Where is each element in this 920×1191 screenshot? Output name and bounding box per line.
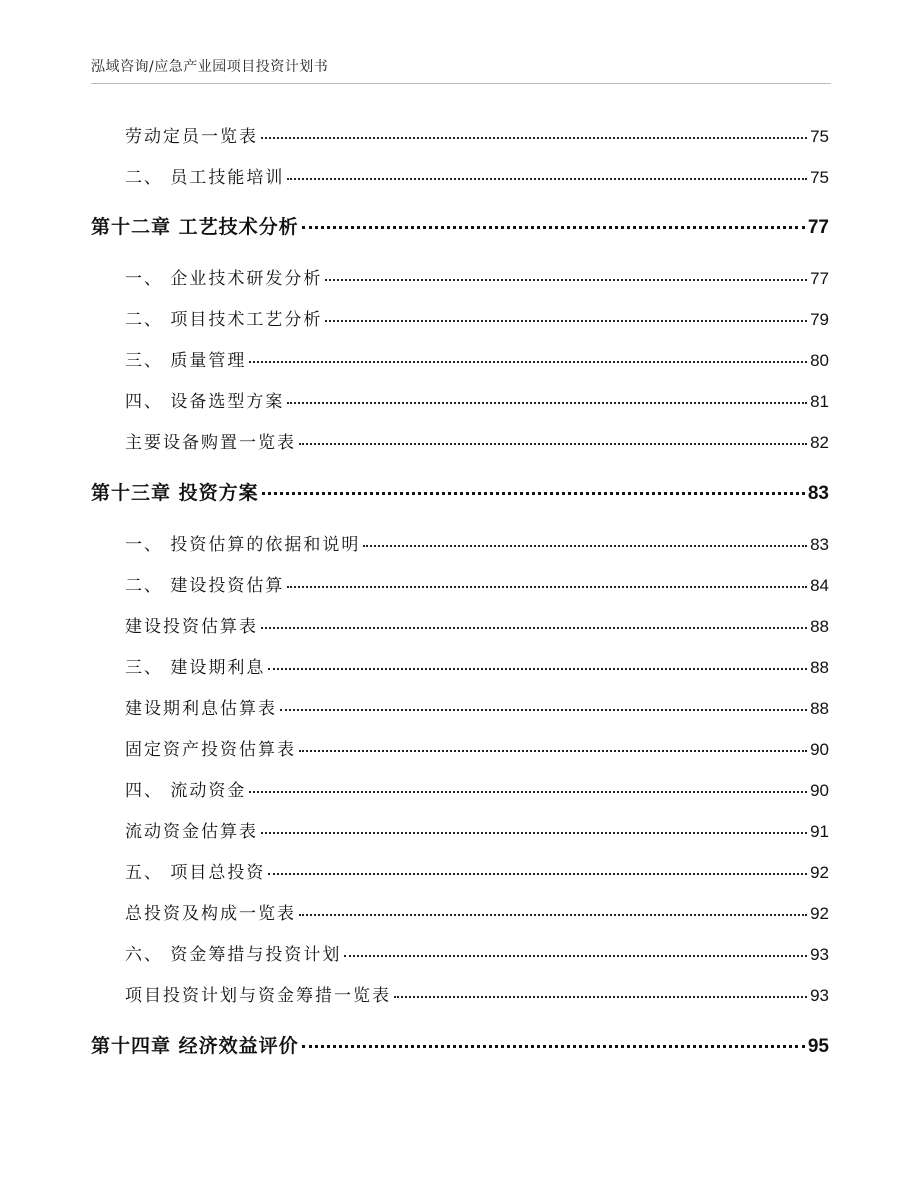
toc-entry-label: 五、 项目总投资 xyxy=(125,863,266,883)
toc-entry-label: 建设投资估算表 xyxy=(125,617,258,637)
toc-entry[interactable] xyxy=(125,305,829,333)
toc-dot-leader xyxy=(299,750,807,752)
toc-page-number: 81 xyxy=(810,392,829,411)
toc-entry-label: 流动资金估算表 xyxy=(125,822,258,842)
toc-chapter-entry[interactable] xyxy=(91,1031,829,1059)
toc-entry-label: 四、 设备选型方案 xyxy=(125,392,285,412)
toc-dot-leader xyxy=(249,361,807,363)
toc-entry[interactable] xyxy=(125,899,829,927)
toc-entry-label: 六、 资金筹措与投资计划 xyxy=(125,945,342,965)
toc-entry-label: 一、 投资估算的依据和说明 xyxy=(125,535,361,555)
toc-entry[interactable] xyxy=(125,612,829,640)
toc-page-number: 80 xyxy=(810,351,829,370)
toc-entry[interactable] xyxy=(125,428,829,456)
toc-page-number: 88 xyxy=(810,699,829,718)
toc-page-number: 95 xyxy=(807,1036,829,1057)
toc-page-number: 92 xyxy=(810,863,829,882)
toc-dot-leader xyxy=(363,545,807,547)
toc-entry-label: 劳动定员一览表 xyxy=(125,127,258,147)
toc-entry[interactable] xyxy=(125,163,829,191)
toc-entry-label: 一、 企业技术研发分析 xyxy=(125,269,323,289)
toc-dot-leader xyxy=(261,627,807,629)
toc-dot-leader xyxy=(302,226,805,229)
toc-entry[interactable] xyxy=(125,735,829,763)
toc-page-number: 82 xyxy=(810,433,829,452)
toc-chapter-entry[interactable] xyxy=(91,478,829,506)
toc-page-number: 91 xyxy=(810,822,829,841)
toc-dot-leader xyxy=(280,709,807,711)
toc-entry[interactable] xyxy=(125,264,829,292)
header-title: 泓域咨询/应急产业园项目投资计划书 xyxy=(91,59,329,75)
toc-dot-leader xyxy=(299,443,807,445)
toc-entry-label: 二、 员工技能培训 xyxy=(125,168,285,188)
toc-entry[interactable] xyxy=(125,817,829,845)
toc-chapter-entry[interactable] xyxy=(91,212,829,240)
toc-page-number: 88 xyxy=(810,617,829,636)
toc-entry-label: 第十二章 工艺技术分析 xyxy=(91,216,299,238)
toc-dot-leader xyxy=(394,996,807,998)
toc-entry-label: 第十四章 经济效益评价 xyxy=(91,1035,299,1057)
toc-page-number: 93 xyxy=(810,986,829,1005)
toc-entry[interactable] xyxy=(125,694,829,722)
toc-page-number: 84 xyxy=(810,576,829,595)
toc-entry-label: 二、 建设投资估算 xyxy=(125,576,285,596)
toc-entry[interactable] xyxy=(125,346,829,374)
toc-page-number: 75 xyxy=(810,127,829,146)
toc-page-number: 88 xyxy=(810,658,829,677)
toc-dot-leader xyxy=(268,668,807,670)
toc-page-number: 79 xyxy=(810,310,829,329)
toc-entry-label: 项目投资计划与资金筹措一览表 xyxy=(125,986,391,1006)
toc-page-number: 83 xyxy=(807,483,829,504)
toc-dot-leader xyxy=(325,320,807,322)
toc-dot-leader xyxy=(344,955,807,957)
toc-page-number: 77 xyxy=(810,269,829,288)
toc-page-number: 83 xyxy=(810,535,829,554)
toc-entry[interactable] xyxy=(125,571,829,599)
toc-page-number: 92 xyxy=(810,904,829,923)
toc-page-number: 75 xyxy=(810,168,829,187)
toc-entry-label: 总投资及构成一览表 xyxy=(125,904,296,924)
toc-entry[interactable] xyxy=(125,981,829,1009)
toc-entry-label: 三、 质量管理 xyxy=(125,351,247,371)
toc-entry-label: 固定资产投资估算表 xyxy=(125,740,296,760)
toc-dot-leader xyxy=(268,873,807,875)
toc-page-number: 90 xyxy=(810,781,829,800)
toc-page-number: 93 xyxy=(810,945,829,964)
toc-entry-label: 四、 流动资金 xyxy=(125,781,247,801)
toc-entry-label: 第十三章 投资方案 xyxy=(91,482,259,504)
toc-entry[interactable] xyxy=(125,387,829,415)
toc-page-number: 77 xyxy=(807,217,829,238)
toc-dot-leader xyxy=(287,402,807,404)
toc-dot-leader xyxy=(249,791,807,793)
toc-dot-leader xyxy=(261,137,807,139)
toc-dot-leader xyxy=(302,1045,805,1048)
toc-entry-label: 建设期利息估算表 xyxy=(125,699,277,719)
toc-entry[interactable] xyxy=(125,940,829,968)
toc-entry[interactable] xyxy=(125,122,829,150)
toc-entry-label: 三、 建设期利息 xyxy=(125,658,266,678)
toc-dot-leader xyxy=(287,586,807,588)
toc-dot-leader xyxy=(261,832,807,834)
toc-entry-label: 二、 项目技术工艺分析 xyxy=(125,310,323,330)
toc-dot-leader xyxy=(299,914,807,916)
toc-entry-label: 主要设备购置一览表 xyxy=(125,433,296,453)
toc-entry[interactable] xyxy=(125,776,829,804)
toc-dot-leader xyxy=(262,492,805,495)
toc-dot-leader xyxy=(287,178,807,180)
toc-page-number: 90 xyxy=(810,740,829,759)
toc-dot-leader xyxy=(325,279,807,281)
toc-entry[interactable] xyxy=(125,530,829,558)
toc-entry[interactable] xyxy=(125,653,829,681)
toc-entry[interactable] xyxy=(125,858,829,886)
